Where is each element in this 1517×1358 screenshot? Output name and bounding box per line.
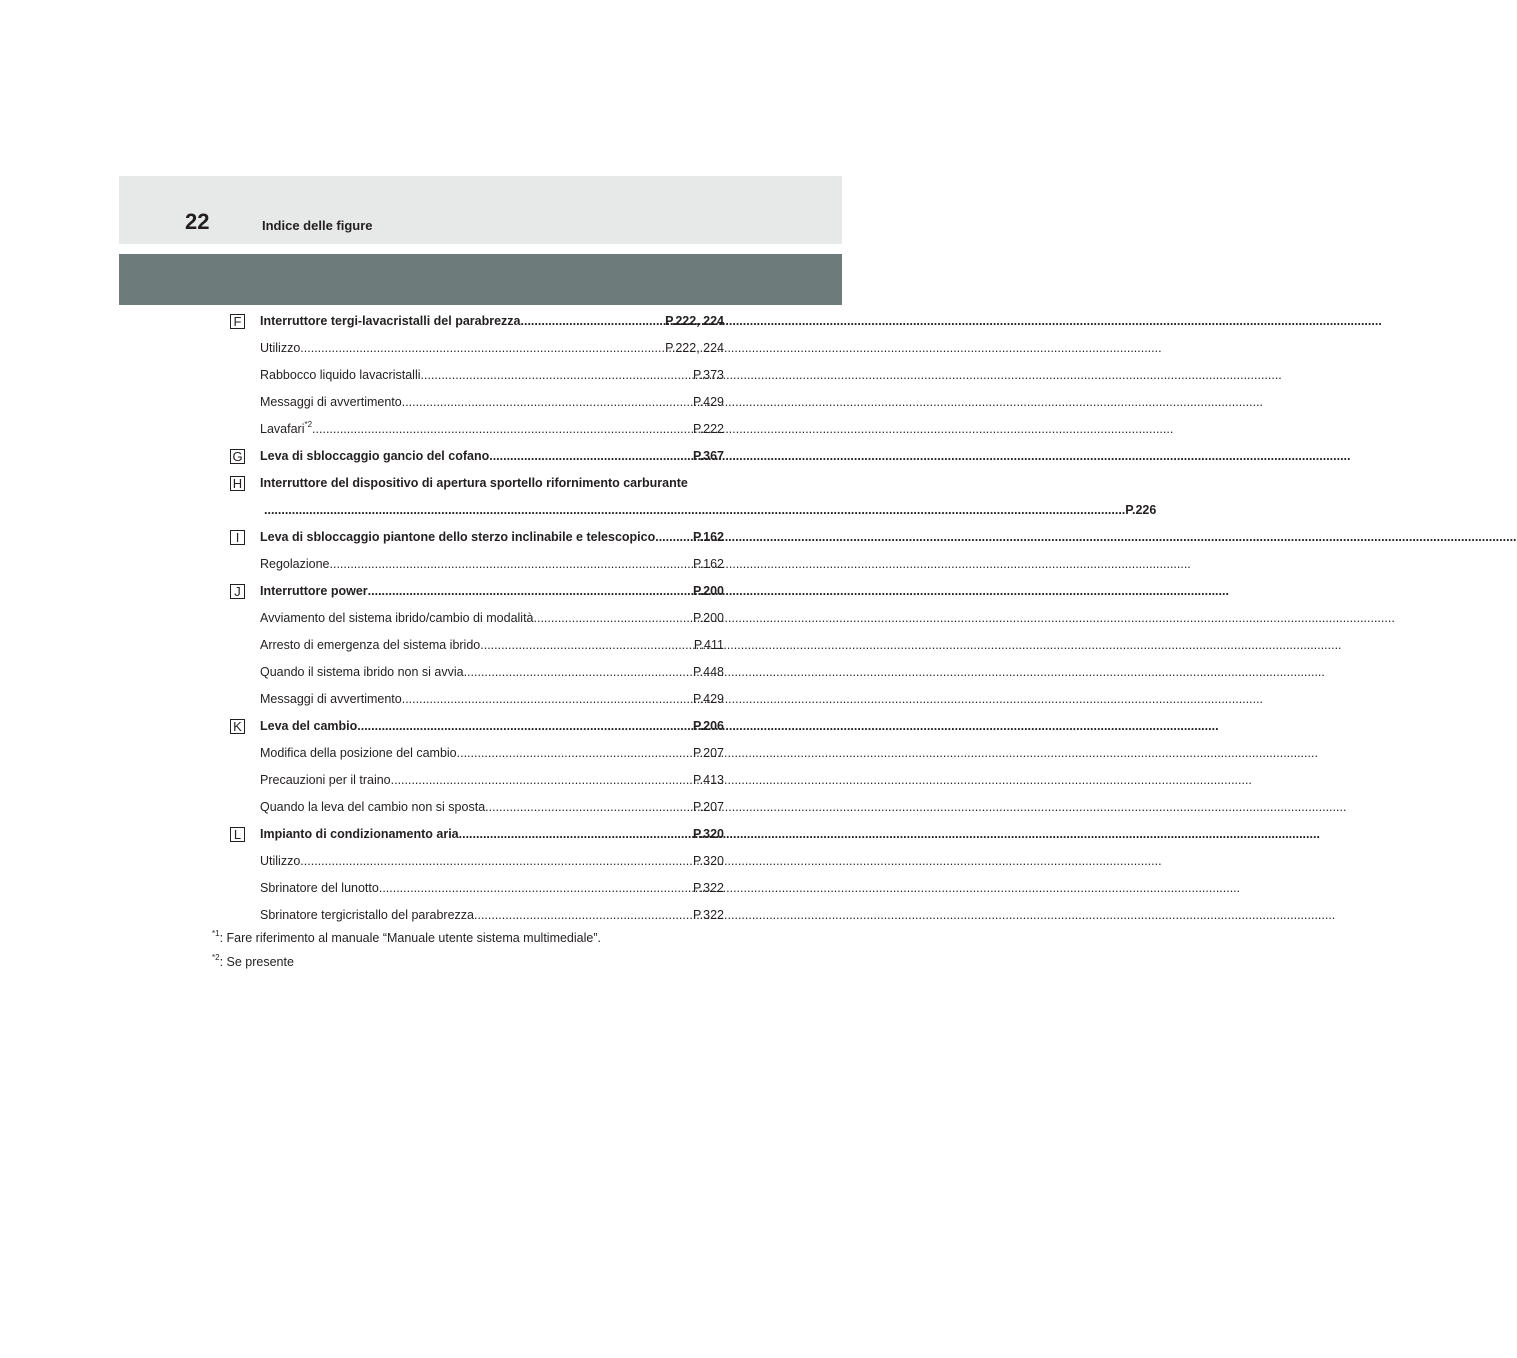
entry-title: Quando il sistema ibrido non si avvia (260, 665, 464, 679)
entry-title: Interruttore tergi-lavacristalli del parabrezza (260, 314, 521, 328)
page-ref[interactable]: P.373 (692, 368, 724, 382)
section-marker: K (230, 719, 245, 734)
entry-link[interactable] (260, 799, 724, 816)
section-marker: J (230, 584, 245, 599)
entry-title: Interruttore del dispositivo di apertura sportello rifornimento carburante (260, 476, 688, 490)
index-subitem (230, 691, 724, 708)
figure-index-list (230, 313, 1157, 934)
index-subitem (230, 907, 724, 924)
entry-link[interactable] (260, 583, 724, 600)
index-heading (230, 826, 724, 843)
section-marker: I (230, 530, 245, 545)
entry-title: Sbrinatore del lunotto (260, 881, 379, 895)
footnote-mark: *1 (212, 929, 220, 938)
footnote: $^{*1}$: Fare riferimento al manuale “Manuale utente sistema multimediale”. (212, 929, 601, 945)
page-ref[interactable]: P.429 (692, 395, 724, 409)
page-ref[interactable]: P.411 (693, 638, 724, 652)
footnotes (212, 930, 601, 978)
entry-title: Leva di sbloccaggio piantone dello sterzo inclinabile e telescopico (260, 530, 656, 544)
entry-link[interactable] (260, 880, 724, 897)
index-subitem (230, 772, 724, 789)
index-heading (230, 583, 724, 600)
entry-title: Utilizzo (260, 341, 301, 355)
index-heading (230, 448, 724, 465)
page-ref[interactable]: P.222, 224 (665, 314, 724, 328)
entry-link[interactable] (260, 637, 724, 654)
page-ref[interactable]: P.367 (692, 449, 724, 463)
page-ref[interactable]: P.162 (692, 557, 724, 571)
entry-link[interactable] (260, 772, 724, 789)
entry-title: Leva di sbloccaggio gancio del cofano (260, 449, 490, 463)
index-subitem (230, 799, 724, 816)
index-subitem (230, 880, 724, 897)
page-ref[interactable]: P.200 (692, 611, 724, 625)
page-ref[interactable]: P.429 (692, 692, 724, 706)
index-subitem (230, 610, 724, 627)
entry-title: Modifica della posizione del cambio (260, 746, 457, 760)
index-heading (230, 475, 1157, 519)
entry-link[interactable] (260, 313, 724, 330)
page-ref[interactable]: P.322 (692, 908, 724, 922)
entry-link[interactable] (260, 340, 724, 357)
entry-link[interactable] (260, 367, 724, 384)
entry-link[interactable] (260, 907, 724, 924)
index-subitem (230, 340, 724, 357)
entry-link[interactable] (260, 853, 724, 870)
index-subitem (230, 556, 724, 573)
page-ref[interactable]: P.320 (692, 854, 724, 868)
header-title-band (119, 254, 842, 305)
index-subitem (230, 367, 724, 384)
page-ref[interactable]: P.207 (692, 746, 724, 760)
section-marker: F (230, 314, 245, 329)
index-subitem (230, 421, 724, 438)
entry-title: Avviamento del sistema ibrido/cambio di modalità (260, 611, 534, 625)
section-marker: L (230, 827, 245, 842)
entry-title: Lavafari$^{*2}$ (260, 420, 313, 436)
entry-title: Interruttore power (260, 584, 368, 598)
entry-link[interactable] (260, 529, 724, 546)
index-heading (230, 718, 724, 735)
entry-link[interactable] (260, 421, 724, 438)
entry-title: Quando la leva del cambio non si sposta (260, 800, 486, 814)
section-marker: H (230, 476, 245, 491)
header-band (119, 176, 842, 244)
page-ref[interactable]: P.322 (692, 881, 724, 895)
section-title: Indice delle figure (262, 218, 373, 233)
entry-link[interactable] (260, 718, 724, 735)
entry-link[interactable] (260, 691, 724, 708)
footnote-ref: *2 (304, 420, 313, 429)
index-subitem (230, 394, 724, 411)
index-heading (230, 313, 724, 330)
entry-link[interactable] (260, 610, 724, 627)
entry-title: Utilizzo (260, 854, 301, 868)
entry-link[interactable] (260, 826, 724, 843)
index-subitem (230, 637, 724, 654)
entry-title: Leva del cambio (260, 719, 358, 733)
page-ref[interactable]: P.206 (692, 719, 724, 733)
page-ref[interactable]: P.413 (692, 773, 724, 787)
entry-title: Sbrinatore tergicristallo del parabrezza (260, 908, 474, 922)
page-ref[interactable]: P.222, 224 (665, 341, 724, 355)
page-ref[interactable]: P.162 (692, 530, 724, 544)
page-ref[interactable]: P.200 (692, 584, 724, 598)
entry-link[interactable] (260, 502, 1156, 519)
page-number: 22 (185, 209, 210, 234)
entry-title: Messaggi di avvertimento (260, 395, 402, 409)
entry-link[interactable] (260, 394, 724, 411)
entry-title: Messaggi di avvertimento (260, 692, 402, 706)
entry-link[interactable] (260, 745, 724, 762)
entry-title: Precauzioni per il traino (260, 773, 391, 787)
page-ref[interactable]: P.207 (692, 800, 724, 814)
entry-title: Rabbocco liquido lavacristalli (260, 368, 421, 382)
index-heading (230, 529, 724, 546)
page-ref[interactable]: P.448 (692, 665, 724, 679)
index-subitem (230, 664, 724, 681)
entry-title: Impianto di condizionamento aria (260, 827, 459, 841)
footnote: $^{*2}$: Se presente (212, 953, 294, 969)
entry-title: Regolazione (260, 557, 330, 571)
entry-link[interactable] (260, 664, 724, 681)
entry-link[interactable] (260, 448, 724, 465)
page-ref[interactable]: P.222 (692, 422, 724, 436)
footnote-mark: *2 (212, 953, 220, 962)
index-subitem (230, 745, 724, 762)
entry-link[interactable] (260, 556, 724, 573)
page-ref[interactable]: P.226 (1125, 503, 1157, 517)
index-subitem (230, 853, 724, 870)
entry-title: Arresto di emergenza del sistema ibrido (260, 638, 481, 652)
section-marker: G (230, 449, 245, 464)
page-ref[interactable]: P.320 (692, 827, 724, 841)
